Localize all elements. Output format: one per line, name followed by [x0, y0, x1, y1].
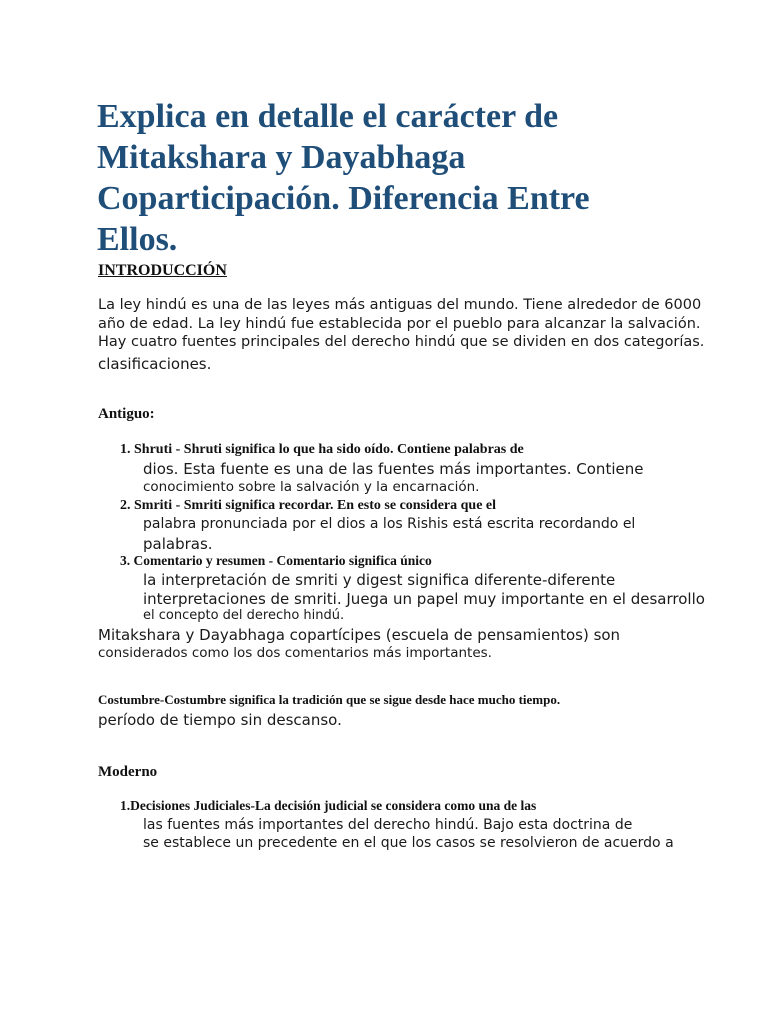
title-line: Coparticipación. Diferencia Entre	[97, 180, 590, 217]
body-line: Mitakshara y Dayabhaga copartícipes (escuela de pensamientos) son	[98, 626, 621, 644]
list-item-head: 1. Shruti - Shruti significa lo que ha sido oído. Contiene palabras de	[120, 442, 524, 457]
intro-line: La ley hindú es una de las leyes más antiguas del mundo. Tiene alrededor de 6000	[98, 297, 702, 313]
title-line: Mitakshara y Dayabhaga	[97, 139, 466, 176]
list-item-line: la interpretación de smriti y digest significa diferente-diferente	[143, 571, 616, 589]
title-line: Explica en detalle el carácter de	[97, 98, 559, 135]
body-line: período de tiempo sin descanso.	[98, 711, 342, 729]
intro-line: Hay cuatro fuentes principales del derecho hindú que se dividen en dos categorías.	[98, 334, 705, 350]
intro-heading: INTRODUCCIÓN	[98, 262, 227, 279]
intro-line: clasificaciones.	[98, 355, 212, 373]
custom-heading: Costumbre-Costumbre significa la tradición que se sigue desde hace mucho tiempo.	[98, 692, 561, 707]
list-item-line: interpretaciones de smriti. Juega un papel muy importante en el desarrollo	[143, 590, 705, 608]
list-item-head: 1.Decisiones Judiciales-La decisión judicial se considera como una de las	[120, 798, 537, 813]
list-item-line: conocimiento sobre la salvación y la encarnación.	[143, 479, 480, 495]
intro-line: año de edad. La ley hindú fue establecida por el pueblo para alcanzar la salvación.	[98, 316, 701, 332]
list-item-line: dios. Esta fuente es una de las fuentes más importantes. Contiene	[143, 460, 644, 478]
section-heading-moderno: Moderno	[98, 764, 158, 780]
list-item-line: palabra pronunciada por el dios a los Rishis está escrita recordando el	[143, 516, 636, 532]
list-item-head: 2. Smriti - Smriti significa recordar. En esto se considera que el	[120, 498, 497, 513]
body-line: considerados como los dos comentarios más importantes.	[98, 645, 492, 661]
section-heading-antiguo: Antiguo:	[98, 406, 155, 422]
list-item-head: 3. Comentario y resumen - Comentario significa único	[120, 553, 432, 568]
title-line: Ellos.	[97, 221, 178, 258]
list-item-line: el concepto del derecho hindú.	[143, 608, 345, 623]
list-item-line: las fuentes más importantes del derecho hindú. Bajo esta doctrina de	[143, 817, 633, 833]
list-item-line: se establece un precedente en el que los casos se resolvieron de acuerdo a	[143, 835, 674, 851]
list-item-line: palabras.	[143, 535, 213, 553]
page-title	[97, 96, 697, 260]
